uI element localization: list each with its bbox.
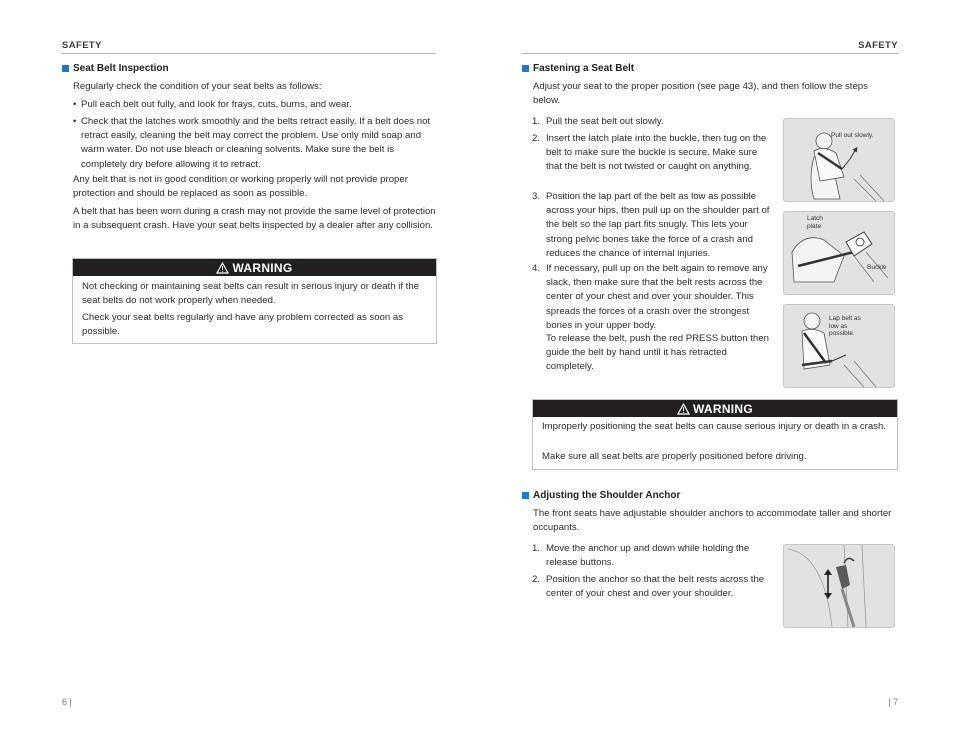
step-item: 4. If necessary, pull up on the belt again to remove any slack, then make sure that the belt rests across the center of your chest and over your shoulder. This spreads the forces of a crash over the strongest bones in your upper body.: [532, 263, 768, 331]
section-marker-icon: [522, 492, 529, 499]
warning-text: Make sure all seat belts are properly positioned before driving.: [542, 451, 807, 462]
page-number: 6 |: [62, 697, 72, 707]
step-item: 3. Position the lap part of the belt as low as possible across your hips, then pull up on the shoulder part of the belt so the lap part fits snugly. This lets your strong pelvic bones take the force of a crash and reduces the chance of internal injuries.: [532, 191, 770, 259]
warning-triangle-icon: [677, 403, 690, 415]
step-item: 2. Insert the latch plate into the buckle, then tug on the belt to make sure the buckle is secure. Make sure that the belt is not twisted or caught on anything.: [532, 133, 767, 173]
bullet-icon: •: [73, 99, 77, 110]
fastening-heading-text: Fastening a Seat Belt: [533, 63, 635, 74]
inspection-heading: [62, 63, 169, 74]
inspection-bullet: • Check that the latches work smoothly and the belts retract easily. If a belt does not retract easily, cleaning the belt may correct the problem. Use only mild soap and warm water. Do not use bleach or cleaning solvents. Make sure the belt is completely dry before allowing it to retract.: [73, 116, 431, 170]
header-rule: [62, 53, 436, 54]
warning-box: [532, 399, 898, 470]
fastening-heading: [522, 63, 634, 74]
warning-box: [72, 258, 437, 344]
inspection-heading-text: Seat Belt Inspection: [73, 63, 169, 74]
warning-text: Improperly positioning the seat belts can cause serious injury or death in a crash.: [542, 421, 886, 432]
section-label: SAFETY: [62, 40, 102, 51]
figure-label: Lap belt as low as possible.: [829, 315, 861, 337]
warning-title: WARNING: [692, 401, 754, 416]
fastening-intro: Adjust your seat to the proper position (see page 43), and then follow the steps below.: [533, 81, 868, 107]
figure-shoulder-anchor: [783, 544, 895, 628]
step-item: 2. Position the anchor so that the belt rests across the center of your chest and over your shoulder.: [532, 574, 765, 600]
figure-pull-out: [783, 118, 895, 202]
figure-label: Latch plate: [807, 215, 823, 230]
figure-label: Pull out slowly.: [831, 132, 874, 139]
warning-title: WARNING: [232, 260, 293, 275]
release-text: To release the belt, push the red PRESS button then guide the belt by hand until it has retracted completely.: [546, 333, 769, 373]
anchor-intro: The front seats have adjustable shoulder anchors to accommodate taller and shorter occupants.: [533, 508, 892, 534]
warning-bar: [533, 400, 897, 417]
latch-buckle-illustration-icon: [784, 212, 894, 294]
inspection-bullet: • Pull each belt out fully, and look for frays, cuts, burns, and wear.: [73, 98, 436, 113]
inspection-para: A belt that has been worn during a crash may not provide the same level of protection in a subsequent crash. Have your seat belts inspected by a dealer after any collision.: [73, 206, 436, 232]
warning-bar: [73, 259, 436, 276]
figure-latch-buckle: [783, 211, 895, 295]
step-item: 1. Move the anchor up and down while holding the release buttons.: [532, 543, 750, 569]
header-rule: [522, 53, 898, 54]
section-marker-icon: [522, 65, 529, 72]
inspection-intro: Regularly check the condition of your seat belts as follows:: [73, 81, 322, 92]
inspection-para: Any belt that is not in good condition or working properly will not provide proper protection and should be replaced as soon as possible.: [73, 174, 408, 200]
section-marker-icon: [62, 65, 69, 72]
anchor-heading-text: Adjusting the Shoulder Anchor: [533, 490, 681, 501]
step-item: 1. Pull the seat belt out slowly.: [532, 116, 664, 127]
shoulder-anchor-illustration-icon: [784, 545, 894, 627]
warning-triangle-icon: [216, 262, 229, 274]
bullet-icon: •: [73, 116, 77, 127]
figure-lap-belt: [783, 304, 895, 388]
figure-label: Buckle: [867, 264, 887, 271]
anchor-heading: [522, 490, 680, 501]
right-page: [480, 0, 960, 750]
section-label: SAFETY: [858, 40, 898, 51]
page-number: | 7: [888, 697, 898, 707]
warning-text: Check your seat belts regularly and have any problem corrected as soon as possible.: [82, 312, 404, 338]
warning-text: Not checking or maintaining seat belts can result in serious injury or death if the seat belts do not work properly when needed.: [82, 281, 420, 307]
